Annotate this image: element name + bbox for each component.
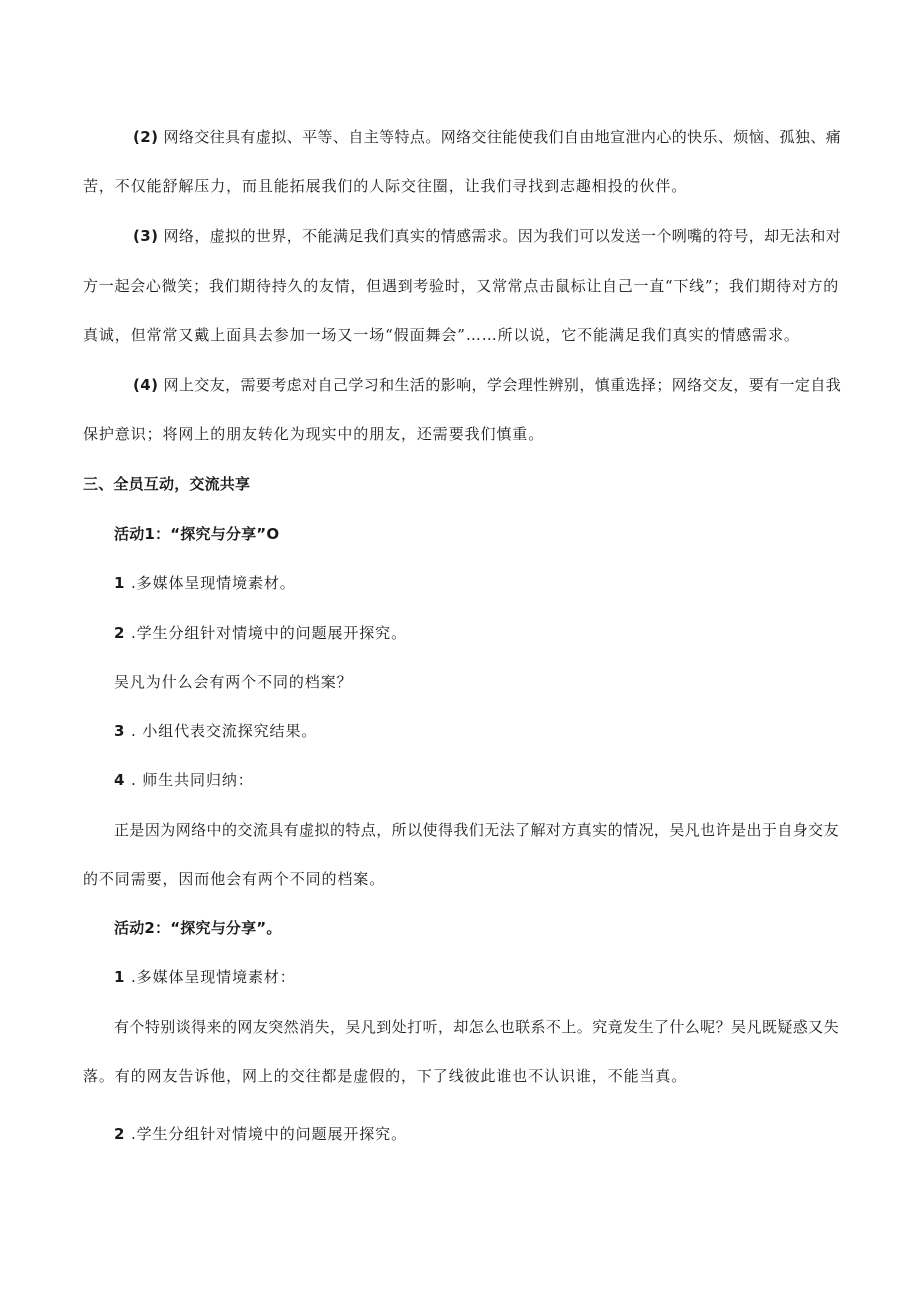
activity-1-step-3 xyxy=(114,721,317,741)
paragraph-3-line-2: 方一起会心微笑；我们期待持久的友情，但遇到考验时，又常常点击鼠标让自己一直“下线”；我们期待对方的 xyxy=(83,277,839,295)
step-number: 4 xyxy=(114,771,126,789)
step-text: .多媒体呈现情境素材： xyxy=(131,968,296,986)
step-text: . 师生共同归纳： xyxy=(131,771,254,789)
activity-2-material-line-1: 有个特别谈得来的网友突然消失，吴凡到处打听，却怎么也联系不上。究竟发生了什么呢？吴凡既疑惑又失 xyxy=(114,1018,839,1036)
step-text: .学生分组针对情境中的问题展开探究。 xyxy=(131,1125,407,1143)
activity-1-step-1 xyxy=(114,573,296,593)
step-text: .学生分组针对情境中的问题展开探究。 xyxy=(131,624,407,642)
paragraph-3-line-3: 真诚，但常常又戴上面具去参加一场又一场“假面舞会”……所以说，它不能满足我们真实的情感需求。 xyxy=(83,326,800,344)
activity-1-summary-line-1: 正是因为网络中的交流具有虚拟的特点，所以使得我们无法了解对方真实的情况，吴凡也许是出于自身交友 xyxy=(114,821,839,839)
item-number: (2) xyxy=(133,128,159,146)
item-number: (4) xyxy=(133,376,159,394)
paragraph-text: 网络交往具有虚拟、平等、自主等特点。网络交往能使我们自由地宣泄内心的快乐、烦恼、孤独、痛 xyxy=(163,128,842,146)
activity-2-material-line-2: 落。有的网友告诉他，网上的交往都是虚假的，下了线彼此谁也不认识谁，不能当真。 xyxy=(83,1067,688,1085)
paragraph-2-line-2: 苦，不仅能舒解压力，而且能拓展我们的人际交往圈，让我们寻找到志趣相投的伙伴。 xyxy=(83,177,688,195)
paragraph-2-line-1 xyxy=(133,127,842,147)
paragraph-4-line-2: 保护意识；将网上的朋友转化为现实中的朋友，还需要我们慎重。 xyxy=(83,425,545,443)
step-text: . 小组代表交流探究结果。 xyxy=(131,722,318,740)
paragraph-text: 网上交友，需要考虑对自己学习和生活的影响，学会理性辨别，慎重选择；网络交友，要有一定自我 xyxy=(163,376,842,394)
activity-1-step-2 xyxy=(114,623,407,643)
paragraph-4-line-1 xyxy=(133,375,842,395)
step-number: 2 xyxy=(114,1125,126,1143)
activity-2-step-2 xyxy=(114,1124,407,1144)
activity-2-title: 活动2：“探究与分享”。 xyxy=(114,919,282,937)
step-number: 3 xyxy=(114,722,126,740)
section-3-heading: 三、全员互动，交流共享 xyxy=(83,475,251,493)
activity-1-title: 活动1：“探究与分享”O xyxy=(114,525,280,543)
item-number: (3) xyxy=(133,227,159,245)
step-number: 1 xyxy=(114,574,126,592)
activity-1-question: 吴凡为什么会有两个不同的档案？ xyxy=(114,673,353,691)
paragraph-text: 网络，虚拟的世界，不能满足我们真实的情感需求。因为我们可以发送一个咧嘴的符号，却无法和对 xyxy=(163,227,842,245)
activity-2-step-1 xyxy=(114,967,296,987)
activity-1-summary-line-2: 的不同需要，因而他会有两个不同的档案。 xyxy=(83,870,386,888)
activity-1-step-4 xyxy=(114,770,254,790)
step-text: .多媒体呈现情境素材。 xyxy=(131,574,296,592)
step-number: 2 xyxy=(114,624,126,642)
step-number: 1 xyxy=(114,968,126,986)
paragraph-3-line-1 xyxy=(133,226,842,246)
